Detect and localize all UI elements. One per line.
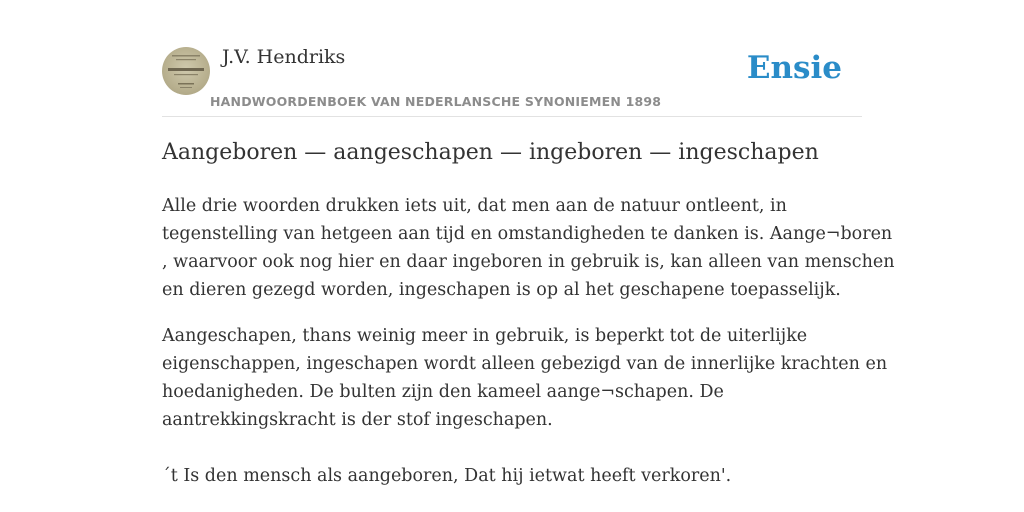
header	[162, 44, 862, 117]
book-cover-icon[interactable]	[162, 47, 210, 95]
entry-body	[162, 192, 895, 508]
author-name[interactable]: J.V. Hendriks	[222, 46, 346, 68]
source-title[interactable]: HANDWOORDENBOEK VAN NEDERLANSCHE SYNONIEMEN 1898	[210, 94, 662, 109]
text-line: en dieren gezegd worden, ingeschapen is op al het geschapene toepasselijk.	[162, 280, 841, 300]
brand-logo[interactable]: Ensie	[746, 50, 842, 86]
text-line: Aangeschapen, thans weinig meer in gebruik, is beperkt tot de uiterlijke	[162, 326, 808, 346]
quote: ´t Is den mensch als aangeboren, Dat hij ietwat heeft verkoren'.	[162, 466, 732, 486]
paragraph-1	[162, 192, 895, 304]
text-line: tegenstelling van hetgeen aan tijd en omstandigheden te danken is. Aange¬boren	[162, 224, 893, 244]
entry-title: Aangeboren — aangeschapen — ingeboren — ingeschapen	[162, 140, 819, 165]
text-line: hoedanigheden. De bulten zijn den kameel aange¬schapen. De	[162, 382, 724, 402]
text-line: eigenschappen, ingeschapen wordt alleen gebezigd van de innerlijke krachten en	[162, 354, 888, 374]
text-line: Alle drie woorden drukken iets uit, dat men aan de natuur ontleent, in	[162, 196, 787, 216]
text-line: aantrekkingskracht is der stof ingeschapen.	[162, 410, 553, 430]
text-line: , waarvoor ook nog hier en daar ingeboren in gebruik is, kan alleen van menschen	[162, 252, 895, 272]
paragraph-2	[162, 322, 888, 434]
